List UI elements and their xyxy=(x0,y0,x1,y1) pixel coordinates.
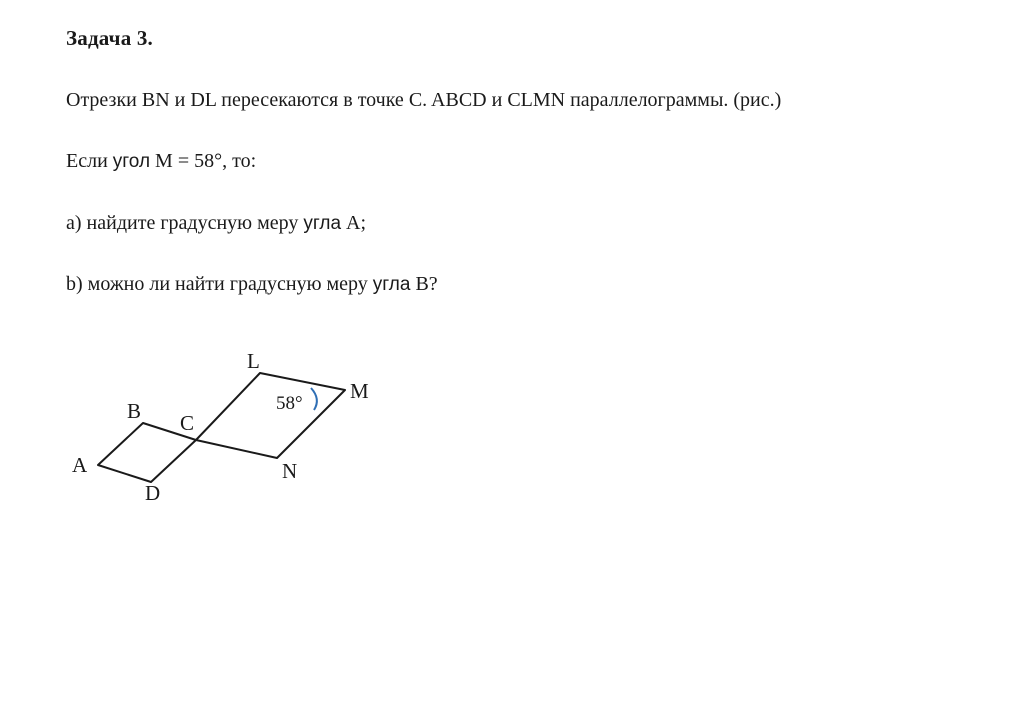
question-b-prefix: b) можно ли найти градусную меру xyxy=(66,273,373,295)
point-label-a: A xyxy=(72,453,88,477)
problem-title: Задача 3. xyxy=(66,26,154,50)
question-a-prefix: а) найдите градусную меру xyxy=(66,212,304,234)
point-label-d: D xyxy=(145,481,161,505)
point-label-m: M xyxy=(350,379,369,403)
point-label-b: B xyxy=(127,399,142,423)
question-a-word: угла xyxy=(303,213,342,234)
angle-m-label: 58° xyxy=(276,393,303,414)
point-label-l: L xyxy=(247,349,260,373)
angle-m-arc xyxy=(311,388,317,410)
condition-prefix: Если xyxy=(66,150,113,172)
question-a-suffix: A; xyxy=(341,212,367,234)
condition-suffix: M = 58°, то: xyxy=(150,150,257,172)
condition-word: угол xyxy=(112,151,151,172)
question-b-suffix: B? xyxy=(410,273,438,295)
point-label-c: C xyxy=(180,411,195,435)
question-b-word: угла xyxy=(372,274,411,295)
problem-statement: Отрезки BN и DL пересекаются в точке C. ABCD и CLMN параллелограммы. (рис.) xyxy=(66,89,782,111)
point-label-n: N xyxy=(282,459,298,483)
parallelogram-clmn xyxy=(196,373,345,458)
figure-lines xyxy=(98,373,345,482)
